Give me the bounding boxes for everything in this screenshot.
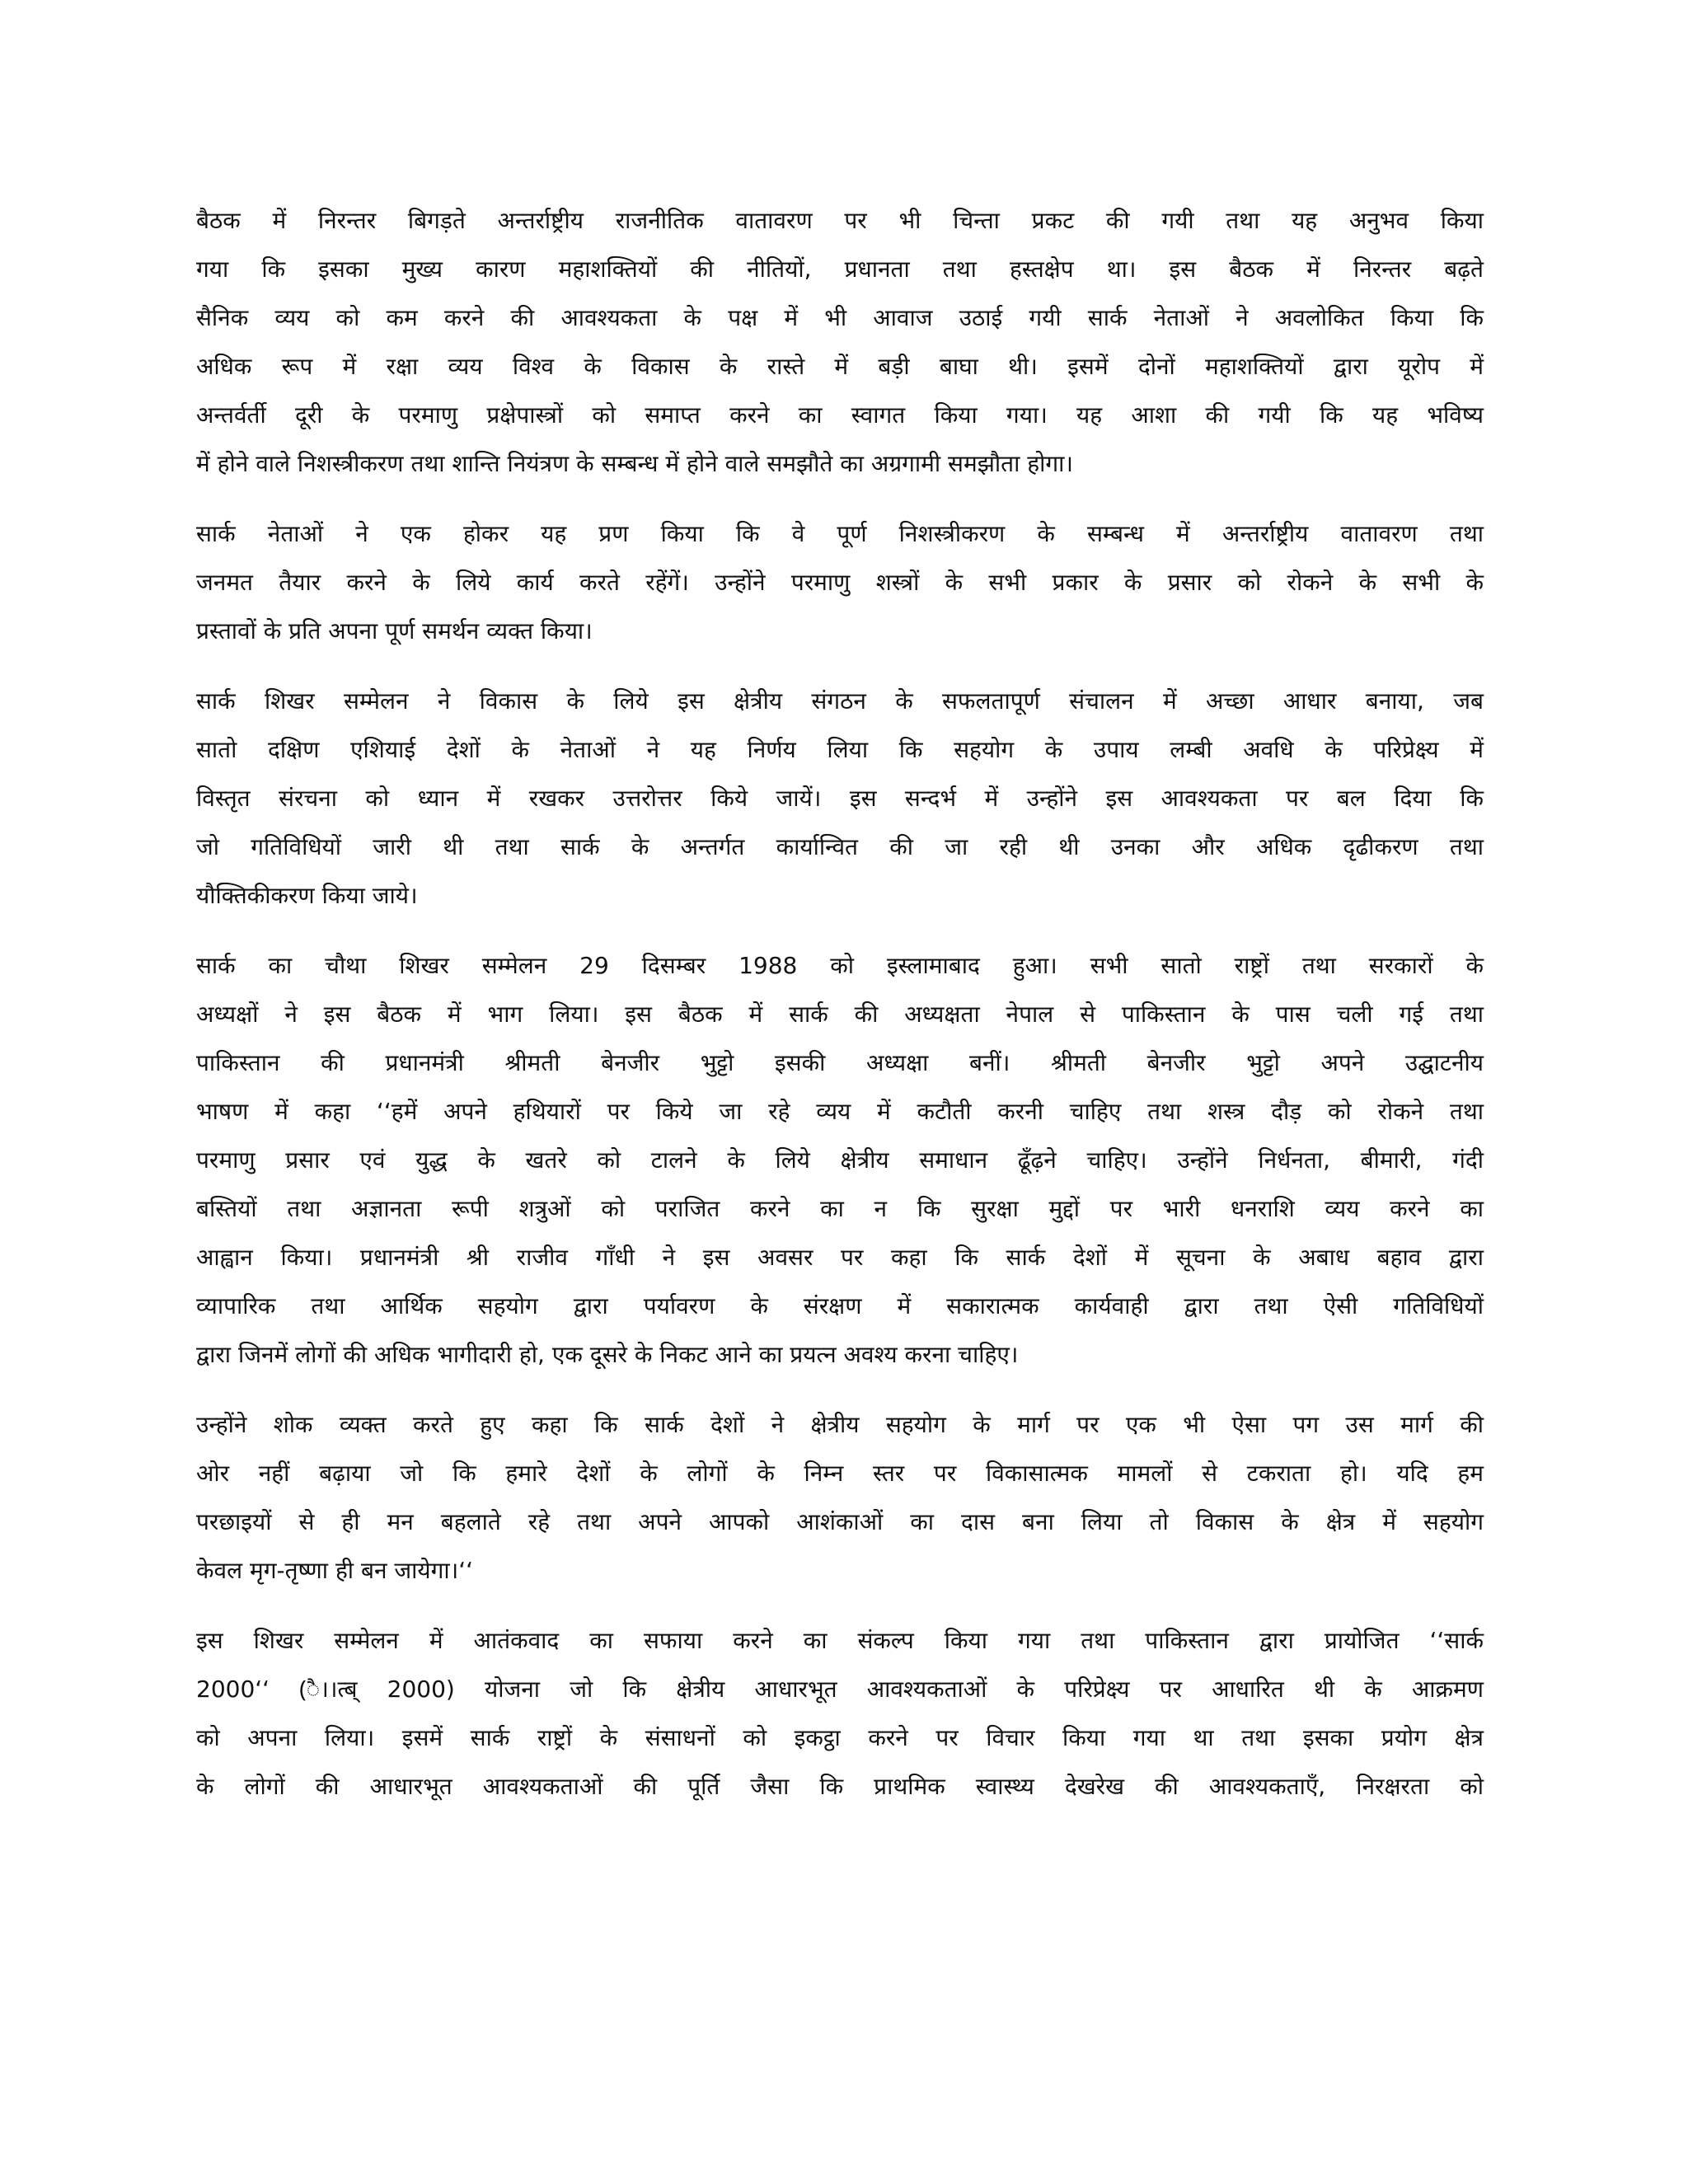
paragraph bbox=[196, 677, 1484, 920]
text-line: अधिक रूप में रक्षा व्यय विश्व के विकास के रास्ते में बड़ी बाघा थी। इसमें दोनों महाशक्तियों द्वारा यूरोप में bbox=[196, 353, 1484, 380]
text-line: बैठक में निरन्तर बिगड़ते अन्तर्राष्ट्रीय राजनीतिक वातावरण पर भी चिन्ता प्रकट की गयी तथा यह अनुभव किया bbox=[196, 207, 1484, 234]
text-line: गया कि इसका मुख्य कारण महाशक्तियों की नीतियों, प्रधानता तथा हस्तक्षेप था। इस बैठक में निरन्तर बढ़ते bbox=[196, 255, 1484, 283]
paragraph bbox=[196, 1616, 1484, 1811]
document-body bbox=[196, 196, 1484, 1832]
text-line: बस्तियों तथा अज्ञानता रूपी शत्रुओं को पराजित करने का न कि सुरक्षा मुद्दों पर भारी धनराशि व्यय करने का bbox=[196, 1195, 1484, 1222]
text-line: आह्वान किया। प्रधानमंत्री श्री राजीव गाँधी ने इस अवसर पर कहा कि सार्क देशों में सूचना के अबाध बहाव द्वारा bbox=[196, 1244, 1484, 1271]
text-line: सातो दक्षिण एशियाई देशों के नेताओं ने यह निर्णय लिया कि सहयोग के उपाय लम्बी अवधि के परिप्रेक्ष्य में bbox=[196, 736, 1484, 763]
text-line: के लोगों की आधारभूत आवश्यकताओं की पूर्ति जैसा कि प्राथमिक स्वास्थ्य देखरेख की आवश्यकताएँ, निरक्षरता को bbox=[196, 1773, 1484, 1800]
text-line: परछाइयों से ही मन बहलाते रहे तथा अपने आपको आशंकाओं का दास बना लिया तो विकास के क्षेत्र में सहयोग bbox=[196, 1508, 1484, 1535]
paragraph bbox=[196, 941, 1484, 1379]
text-line: सार्क का चौथा शिखर सम्मेलन 29 दिसम्बर 1988 को इस्लामाबाद हुआ। सभी सातो राष्ट्रों तथा सरकारों के bbox=[196, 952, 1484, 979]
text-line: अन्तर्वर्ती दूरी के परमाणु प्रक्षेपास्त्रों को समाप्त करने का स्वागत किया गया। यह आशा की गयी कि यह भविष्य bbox=[196, 401, 1484, 429]
text-line: जनमत तैयार करने के लिये कार्य करते रहेंगें। उन्होंने परमाणु शस्त्रों के सभी प्रकार के प्रसार को रोकने के सभी के bbox=[196, 569, 1484, 596]
text-line: सार्क नेताओं ने एक होकर यह प्रण किया कि वे पूर्ण निशस्त्रीकरण के सम्बन्ध में अन्तर्राष्ट्रीय वातावरण तथा bbox=[196, 520, 1484, 547]
text-line: केवल मृग-तृष्णा ही बन जायेगा।‘‘ bbox=[196, 1557, 474, 1584]
text-line: यौक्तिकीकरण किया जाये। bbox=[196, 882, 418, 909]
text-line: उन्होंने शोक व्यक्त करते हुए कहा कि सार्क देशों ने क्षेत्रीय सहयोग के मार्ग पर एक भी ऐसा पग उस मार्ग की bbox=[196, 1411, 1484, 1438]
text-line: परमाणु प्रसार एवं युद्ध के खतरे को टालने के लिये क्षेत्रीय समाधान ढूँढ़ने चाहिए। उन्होंने निर्धनता, बीमारी, गंदी bbox=[196, 1146, 1484, 1174]
text-line: में होने वाले निशस्त्रीकरण तथा शान्ति नियंत्रण के सम्बन्ध में होने वाले समझौते का अग्रगामी समझौता होगा। bbox=[196, 450, 1073, 477]
text-line: द्वारा जिनमें लोगों की अधिक भागीदारी हो, एक दूसरे के निकट आने का प्रयत्न अवश्य करना चाहिए। bbox=[196, 1341, 1019, 1368]
text-line: अध्यक्षों ने इस बैठक में भाग लिया। इस बैठक में सार्क की अध्यक्षता नेपाल से पाकिस्तान के पास चली गई तथा bbox=[196, 1001, 1484, 1028]
paragraph bbox=[196, 196, 1484, 488]
text-line: ओर नहीं बढ़ाया जो कि हमारे देशों के लोगों के निम्न स्तर पर विकासात्मक मामलों से टकराता हो। यदि हम bbox=[196, 1460, 1484, 1487]
text-line: विस्तृत संरचना को ध्यान में रखकर उत्तरोत्तर किये जायें। इस सन्दर्भ में उन्होंने इस आवश्यकता पर बल दिया कि bbox=[196, 785, 1484, 812]
text-line: सार्क शिखर सम्मेलन ने विकास के लिये इस क्षेत्रीय संगठन के सफलतापूर्ण संचालन में अच्छा आधार बनाया, जब bbox=[196, 687, 1484, 715]
text-line: इस शिखर सम्मेलन में आतंकवाद का सफाया करने का संकल्प किया गया तथा पाकिस्तान द्वारा प्रायोजित ‘‘सार्क bbox=[196, 1627, 1484, 1654]
text-line: प्रस्तावों के प्रति अपना पूर्ण समर्थन व्यक्त किया। bbox=[196, 617, 593, 644]
text-line: सैनिक व्यय को कम करने की आवश्यकता के पक्ष में भी आवाज उठाई गयी सार्क नेताओं ने अवलोकित किया कि bbox=[196, 304, 1484, 331]
paragraph bbox=[196, 1400, 1484, 1595]
text-line: 2000‘‘ (ै।।त्ब् 2000) योजना जो कि क्षेत्रीय आधारभूत आवश्यकताओं के परिप्रेक्ष्य पर आधारित थी के आक्रमण bbox=[196, 1675, 1484, 1703]
text-line: व्यापारिक तथा आर्थिक सहयोग द्वारा पर्यावरण के संरक्षण में सकारात्मक कार्यवाही द्वारा तथा ऐसी गतिविधियों bbox=[196, 1292, 1484, 1319]
text-line: जो गतिविधियों जारी थी तथा सार्क के अन्तर्गत कार्यान्वित की जा रही थी उनका और अधिक दृढीकरण तथा bbox=[196, 833, 1484, 860]
text-line: को अपना लिया। इसमें सार्क राष्ट्रों के संसाधनों को इकट्ठा करने पर विचार किया गया था तथा इसका प्रयोग क्षेत्र bbox=[196, 1724, 1484, 1751]
paragraph bbox=[196, 509, 1484, 655]
text-line: पाकिस्तान की प्रधानमंत्री श्रीमती बेनजीर भुट्टो इसकी अध्यक्षा बनीं। श्रीमती बेनजीर भुट्टो अपने उद्घाटनीय bbox=[196, 1049, 1484, 1076]
text-line: भाषण में कहा ‘‘हमें अपने हथियारों पर किये जा रहे व्यय में कटौती करनी चाहिए तथा शस्त्र दौड़ को रोकने तथा bbox=[196, 1098, 1484, 1125]
